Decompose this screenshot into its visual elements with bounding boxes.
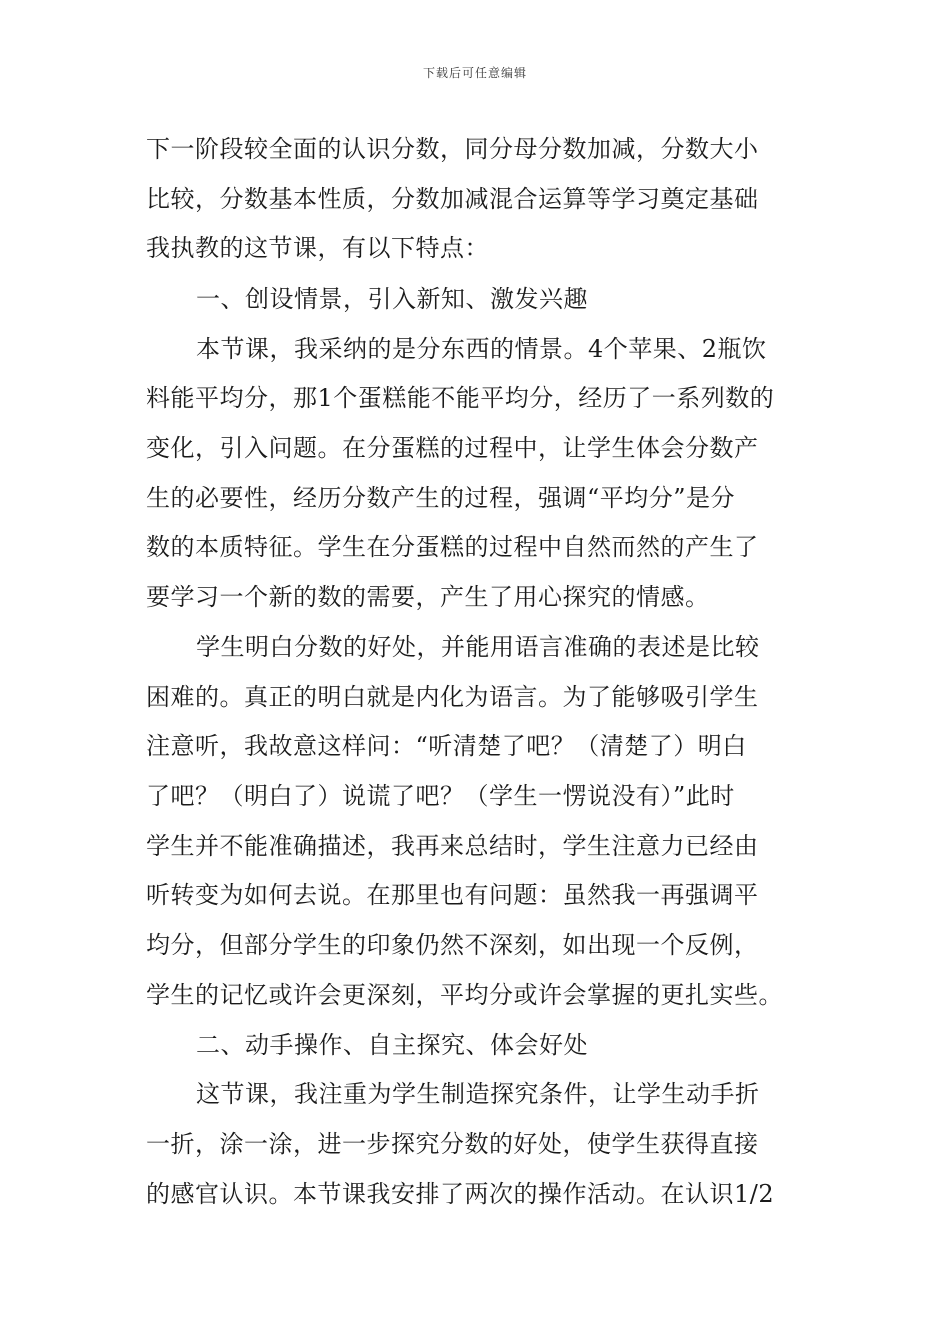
- text-line: 我执教的这节课，有以下特点：: [146, 234, 489, 262]
- text-line: 本节课，我采纳的是分东西的情景。4个苹果、2瓶饮: [196, 335, 767, 363]
- text-line: 注意听，我故意这样问：“听清楚了吧？（清楚了）明白: [146, 732, 747, 760]
- page-header: 下载后可任意编辑: [422, 66, 527, 80]
- text-line: 学生的记忆或许会更深刻，平均分或许会掌握的更扎实些。: [146, 981, 783, 1009]
- text-line: 学生并不能准确描述，我再来总结时，学生注意力已经由: [146, 832, 759, 860]
- text-line: 料能平均分，那1个蛋糕能不能平均分，经历了一系列数的: [146, 384, 775, 412]
- text-line: 这节课，我注重为学生制造探究条件，让学生动手折: [196, 1080, 760, 1108]
- text-line: 均分，但部分学生的印象仍然不深刻，如出现一个反例，: [146, 931, 759, 959]
- text-line: 生的必要性，经历分数产生的过程，强调“平均分”是分: [146, 484, 736, 512]
- text-line: 一折，涂一涂，进一步探究分数的好处，使学生获得直接: [146, 1130, 759, 1158]
- text-line: 数的本质特征。学生在分蛋糕的过程中自然而然的产生了: [146, 533, 759, 561]
- text-line: 要学习一个新的数的需要，产生了用心探究的情感。: [146, 583, 710, 611]
- text-line: 了吧？（明白了）说谎了吧？（学生一愣说没有）”此时: [146, 782, 735, 810]
- section-heading: 一、创设情景，引入新知、激发兴趣: [196, 285, 588, 313]
- text-line: 学生明白分数的好处，并能用语言准确的表述是比较: [196, 633, 760, 661]
- text-line: 比较，分数基本性质，分数加减混合运算等学习奠定基础: [146, 185, 759, 213]
- text-line: 听转变为如何去说。在那里也有问题：虽然我一再强调平: [146, 881, 759, 909]
- text-line: 困难的。真正的明白就是内化为语言。为了能够吸引学生: [146, 683, 759, 711]
- text-line: 的感官认识。本节课我安排了两次的操作活动。在认识1/2: [146, 1180, 775, 1208]
- text-line: 变化，引入问题。在分蛋糕的过程中，让学生体会分数产: [146, 434, 759, 462]
- section-heading: 二、动手操作、自主探究、体会好处: [196, 1031, 588, 1059]
- text-line: 下一阶段较全面的认识分数，同分母分数加减，分数大小: [146, 135, 759, 163]
